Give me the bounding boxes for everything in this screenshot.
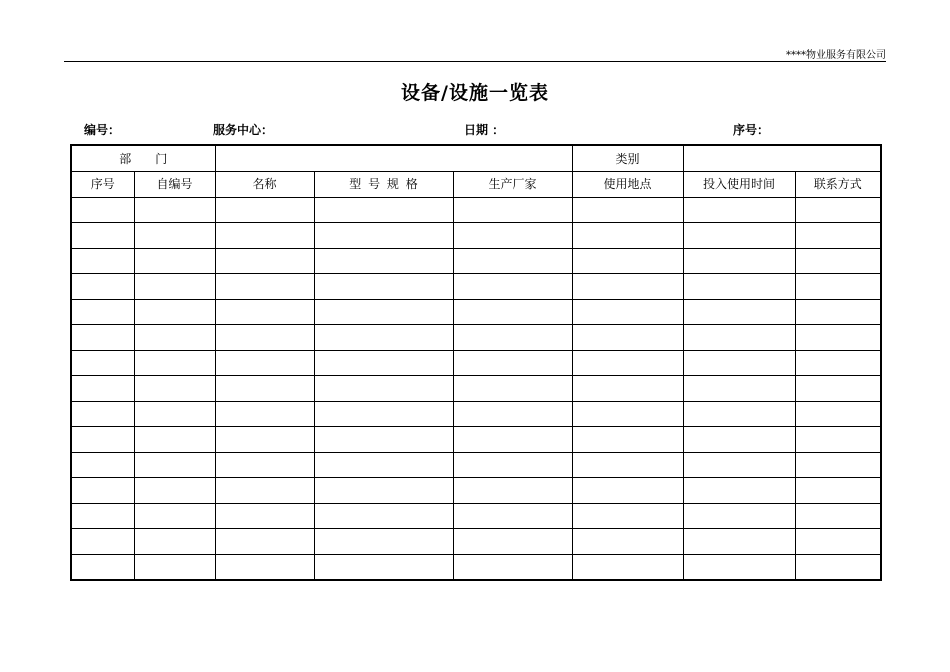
cell-serial[interactable] xyxy=(71,248,134,274)
cell-contact[interactable] xyxy=(795,503,881,529)
cell-model-spec[interactable] xyxy=(314,274,453,300)
cell-own-number[interactable] xyxy=(134,350,215,376)
cell-model-spec[interactable] xyxy=(314,350,453,376)
table-row xyxy=(71,350,881,376)
cell-name[interactable] xyxy=(215,350,314,376)
cell-serial[interactable] xyxy=(71,401,134,427)
cell-own-number[interactable] xyxy=(134,554,215,580)
cell-contact[interactable] xyxy=(795,299,881,325)
cell-contact[interactable] xyxy=(795,376,881,402)
serial-label: 序号： xyxy=(733,123,770,137)
col-header-serial: 序号 xyxy=(71,172,134,198)
cell-name[interactable] xyxy=(215,427,314,453)
department-row xyxy=(71,145,881,172)
cell-manufacturer[interactable] xyxy=(453,197,572,223)
cell-in-service-date[interactable] xyxy=(683,325,795,351)
cell-name[interactable] xyxy=(215,376,314,402)
cell-contact[interactable] xyxy=(795,325,881,351)
cell-serial[interactable] xyxy=(71,427,134,453)
cell-in-service-date[interactable] xyxy=(683,350,795,376)
cell-contact[interactable] xyxy=(795,350,881,376)
department-label: 部 门 xyxy=(71,145,215,172)
cell-in-service-date[interactable] xyxy=(683,274,795,300)
col-header-model-spec: 型 号 规 格 xyxy=(314,172,453,198)
date-label: 日期 ： xyxy=(464,123,505,137)
cell-model-spec[interactable] xyxy=(314,427,453,453)
cell-manufacturer[interactable] xyxy=(453,401,572,427)
cell-manufacturer[interactable] xyxy=(453,248,572,274)
cell-model-spec[interactable] xyxy=(314,554,453,580)
cell-own-number[interactable] xyxy=(134,478,215,504)
cell-contact[interactable] xyxy=(795,197,881,223)
table-row xyxy=(71,223,881,249)
cell-location[interactable] xyxy=(572,299,683,325)
cell-contact[interactable] xyxy=(795,223,881,249)
table-row xyxy=(71,452,881,478)
col-header-manufacturer: 生产厂家 xyxy=(453,172,572,198)
cell-model-spec[interactable] xyxy=(314,223,453,249)
cell-name[interactable] xyxy=(215,401,314,427)
cell-contact[interactable] xyxy=(795,274,881,300)
col-header-own-number: 自编号 xyxy=(134,172,215,198)
cell-name[interactable] xyxy=(215,299,314,325)
cell-own-number[interactable] xyxy=(134,248,215,274)
cell-in-service-date[interactable] xyxy=(683,401,795,427)
cell-location[interactable] xyxy=(572,503,683,529)
cell-own-number[interactable] xyxy=(134,274,215,300)
cell-model-spec[interactable] xyxy=(314,299,453,325)
page-title: 设备/设施一览表 xyxy=(401,82,549,104)
cell-model-spec[interactable] xyxy=(314,376,453,402)
cell-model-spec[interactable] xyxy=(314,325,453,351)
cell-serial[interactable] xyxy=(71,197,134,223)
cell-in-service-date[interactable] xyxy=(683,452,795,478)
cell-in-service-date[interactable] xyxy=(683,554,795,580)
cell-location[interactable] xyxy=(572,248,683,274)
cell-name[interactable] xyxy=(215,274,314,300)
number-label: 编号： xyxy=(84,123,121,137)
equipment-table xyxy=(70,144,882,581)
cell-serial[interactable] xyxy=(71,223,134,249)
cell-in-service-date[interactable] xyxy=(683,529,795,555)
cell-in-service-date[interactable] xyxy=(683,376,795,402)
cell-manufacturer[interactable] xyxy=(453,427,572,453)
cell-contact[interactable] xyxy=(795,427,881,453)
col-header-contact: 联系方式 xyxy=(795,172,881,198)
table-row xyxy=(71,529,881,555)
cell-name[interactable] xyxy=(215,554,314,580)
cell-manufacturer[interactable] xyxy=(453,325,572,351)
cell-manufacturer[interactable] xyxy=(453,376,572,402)
cell-location[interactable] xyxy=(572,529,683,555)
cell-serial[interactable] xyxy=(71,452,134,478)
table-row xyxy=(71,376,881,402)
cell-location[interactable] xyxy=(572,325,683,351)
table-row xyxy=(71,248,881,274)
cell-model-spec[interactable] xyxy=(314,248,453,274)
header-rule xyxy=(64,61,886,62)
cell-name[interactable] xyxy=(215,325,314,351)
cell-name[interactable] xyxy=(215,478,314,504)
cell-name[interactable] xyxy=(215,452,314,478)
cell-model-spec[interactable] xyxy=(314,197,453,223)
cell-serial[interactable] xyxy=(71,274,134,300)
cell-serial[interactable] xyxy=(71,478,134,504)
col-header-location: 使用地点 xyxy=(572,172,683,198)
cell-serial[interactable] xyxy=(71,529,134,555)
cell-contact[interactable] xyxy=(795,248,881,274)
cell-manufacturer[interactable] xyxy=(453,299,572,325)
cell-name[interactable] xyxy=(215,197,314,223)
cell-model-spec[interactable] xyxy=(314,503,453,529)
col-header-in-service-date: 投入使用时间 xyxy=(683,172,795,198)
table-row xyxy=(71,325,881,351)
cell-serial[interactable] xyxy=(71,299,134,325)
cell-own-number[interactable] xyxy=(134,325,215,351)
cell-in-service-date[interactable] xyxy=(683,478,795,504)
cell-manufacturer[interactable] xyxy=(453,554,572,580)
cell-contact[interactable] xyxy=(795,452,881,478)
cell-model-spec[interactable] xyxy=(314,452,453,478)
cell-location[interactable] xyxy=(572,197,683,223)
cell-manufacturer[interactable] xyxy=(453,478,572,504)
cell-model-spec[interactable] xyxy=(314,401,453,427)
table-row xyxy=(71,274,881,300)
cell-location[interactable] xyxy=(572,401,683,427)
cell-in-service-date[interactable] xyxy=(683,223,795,249)
cell-location[interactable] xyxy=(572,376,683,402)
cell-name[interactable] xyxy=(215,529,314,555)
cell-own-number[interactable] xyxy=(134,529,215,555)
department-field[interactable] xyxy=(215,145,572,172)
category-label: 类别 xyxy=(572,145,683,172)
cell-in-service-date[interactable] xyxy=(683,197,795,223)
table-row xyxy=(71,554,881,580)
category-field[interactable] xyxy=(683,145,881,172)
cell-name[interactable] xyxy=(215,503,314,529)
cell-contact[interactable] xyxy=(795,529,881,555)
cell-model-spec[interactable] xyxy=(314,478,453,504)
cell-in-service-date[interactable] xyxy=(683,427,795,453)
service-center-label: 服务中心： xyxy=(213,123,274,137)
cell-location[interactable] xyxy=(572,554,683,580)
table-row xyxy=(71,197,881,223)
cell-own-number[interactable] xyxy=(134,223,215,249)
cell-contact[interactable] xyxy=(795,401,881,427)
cell-location[interactable] xyxy=(572,274,683,300)
cell-serial[interactable] xyxy=(71,350,134,376)
cell-own-number[interactable] xyxy=(134,452,215,478)
cell-serial[interactable] xyxy=(71,376,134,402)
cell-serial[interactable] xyxy=(71,503,134,529)
cell-location[interactable] xyxy=(572,427,683,453)
cell-own-number[interactable] xyxy=(134,427,215,453)
table-row xyxy=(71,299,881,325)
table-row xyxy=(71,427,881,453)
cell-location[interactable] xyxy=(572,452,683,478)
cell-contact[interactable] xyxy=(795,478,881,504)
cell-own-number[interactable] xyxy=(134,401,215,427)
cell-name[interactable] xyxy=(215,223,314,249)
cell-manufacturer[interactable] xyxy=(453,452,572,478)
cell-own-number[interactable] xyxy=(134,503,215,529)
cell-in-service-date[interactable] xyxy=(683,299,795,325)
table-row xyxy=(71,401,881,427)
cell-own-number[interactable] xyxy=(134,197,215,223)
cell-name[interactable] xyxy=(215,248,314,274)
cell-manufacturer[interactable] xyxy=(453,223,572,249)
cell-in-service-date[interactable] xyxy=(683,248,795,274)
cell-own-number[interactable] xyxy=(134,299,215,325)
cell-in-service-date[interactable] xyxy=(683,503,795,529)
table-row xyxy=(71,478,881,504)
cell-location[interactable] xyxy=(572,223,683,249)
cell-serial[interactable] xyxy=(71,325,134,351)
cell-model-spec[interactable] xyxy=(314,529,453,555)
company-name: ****物业服务有限公司 xyxy=(786,50,886,61)
column-header-row xyxy=(71,172,881,198)
table-row xyxy=(71,503,881,529)
col-header-name: 名称 xyxy=(215,172,314,198)
cell-manufacturer[interactable] xyxy=(453,503,572,529)
cell-manufacturer[interactable] xyxy=(453,350,572,376)
cell-location[interactable] xyxy=(572,350,683,376)
cell-location[interactable] xyxy=(572,478,683,504)
cell-serial[interactable] xyxy=(71,554,134,580)
cell-manufacturer[interactable] xyxy=(453,529,572,555)
cell-own-number[interactable] xyxy=(134,376,215,402)
cell-contact[interactable] xyxy=(795,554,881,580)
cell-manufacturer[interactable] xyxy=(453,274,572,300)
